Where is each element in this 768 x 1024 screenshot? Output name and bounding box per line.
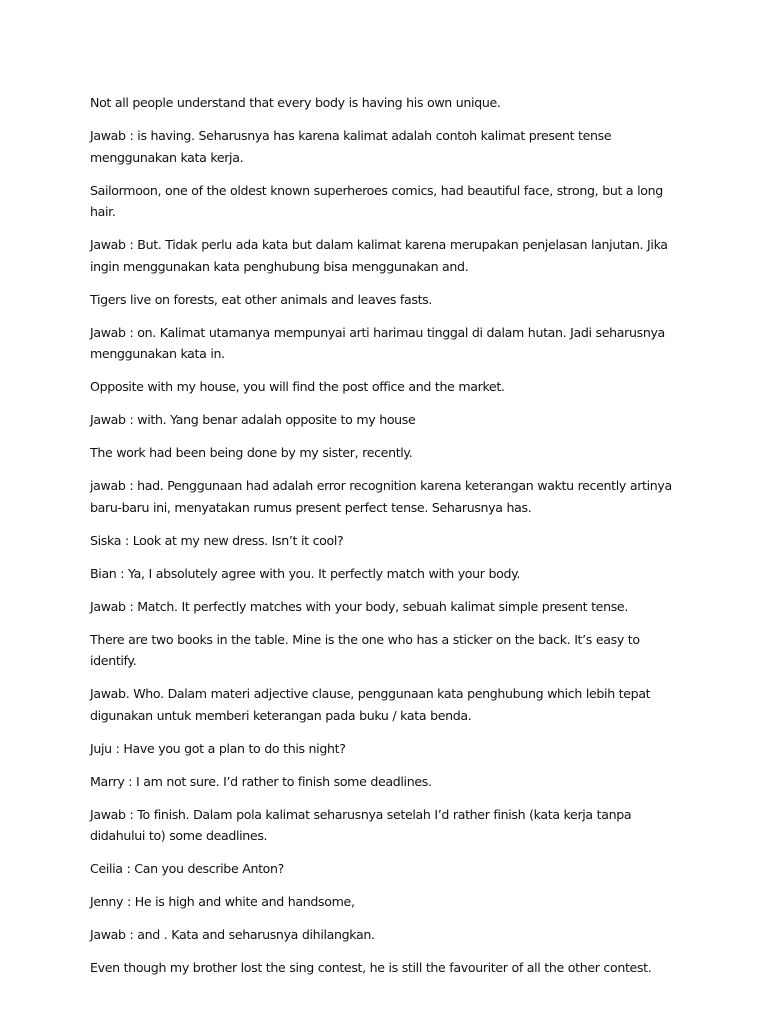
paragraph-18: Jawab : To finish. Dalam pola kalimat seharusnya setelah I’d rather finish (kata kerja tanpa didahului to) some deadlines. — [90, 806, 632, 843]
paragraph-7: Opposite with my house, you will find the post office and the market. — [90, 379, 505, 394]
paragraph-11: Siska : Look at my new dress. Isn’t it cool? — [90, 532, 344, 548]
paragraph-3: Sailormoon, one of the oldest known superheroes comics, had beautiful face, strong, but a long hair. — [90, 182, 663, 219]
paragraph-15: Jawab. Who. Dalam materi adjective clause, penggunaan kata penghubung which lebih tepat digunakan untuk memberi keterangan pada buku / kata benda. — [90, 686, 651, 723]
paragraph-1: Not all people understand that every body is having his own unique. — [90, 95, 501, 110]
paragraph-22: Even though my brother lost the sing contest, he is still the favouriter of all the other contest. — [90, 960, 652, 975]
paragraph-16: Juju : Have you got a plan to do this night? — [90, 740, 346, 756]
paragraph-5: Tigers live on forests, eat other animals and leaves fasts. — [90, 291, 433, 307]
paragraph-10: jawab : had. Penggunaan had adalah error recognition karena keterangan waktu recently artinya baru-baru ini, menyatakan rumus present perfect tense. Seharusnya has. — [90, 478, 672, 515]
paragraph-6: Jawab : on. Kalimat utamanya mempunyai arti harimau tinggal di dalam hutan. Jadi seharusnya menggunakan kata in. — [90, 324, 665, 361]
paragraph-21: Jawab : and . Kata and seharusnya dihilangkan. — [90, 927, 375, 942]
paragraph-4: Jawab : But. Tidak perlu ada kata but dalam kalimat karena merupakan penjelasan lanjutan. Jika ingin menggunakan kata penghubung bisa menggunakan and. — [90, 237, 668, 274]
paragraph-2: Jawab : is having. Seharusnya has karena kalimat adalah contoh kalimat present tense menggunakan kata kerja. — [90, 128, 612, 165]
paragraph-12: Bian : Ya, I absolutely agree with you. It perfectly match with your body. — [90, 565, 521, 581]
document-body — [90, 92, 678, 990]
paragraph-20: Jenny : He is high and white and handsome, — [90, 894, 355, 909]
paragraph-13: Jawab : Match. It perfectly matches with your body, sebuah kalimat simple present tense. — [90, 598, 628, 614]
paragraph-8: Jawab : with. Yang benar adalah opposite to my house — [90, 412, 416, 427]
paragraph-9: The work had been being done by my sister, recently. — [90, 445, 413, 460]
paragraph-19: Ceilia : Can you describe Anton? — [90, 861, 284, 876]
paragraph-14: There are two books in the table. Mine is the one who has a sticker on the back. It’s easy to identify. — [90, 631, 640, 668]
paragraph-17: Marry : I am not sure. I’d rather to finish some deadlines. — [90, 773, 432, 789]
